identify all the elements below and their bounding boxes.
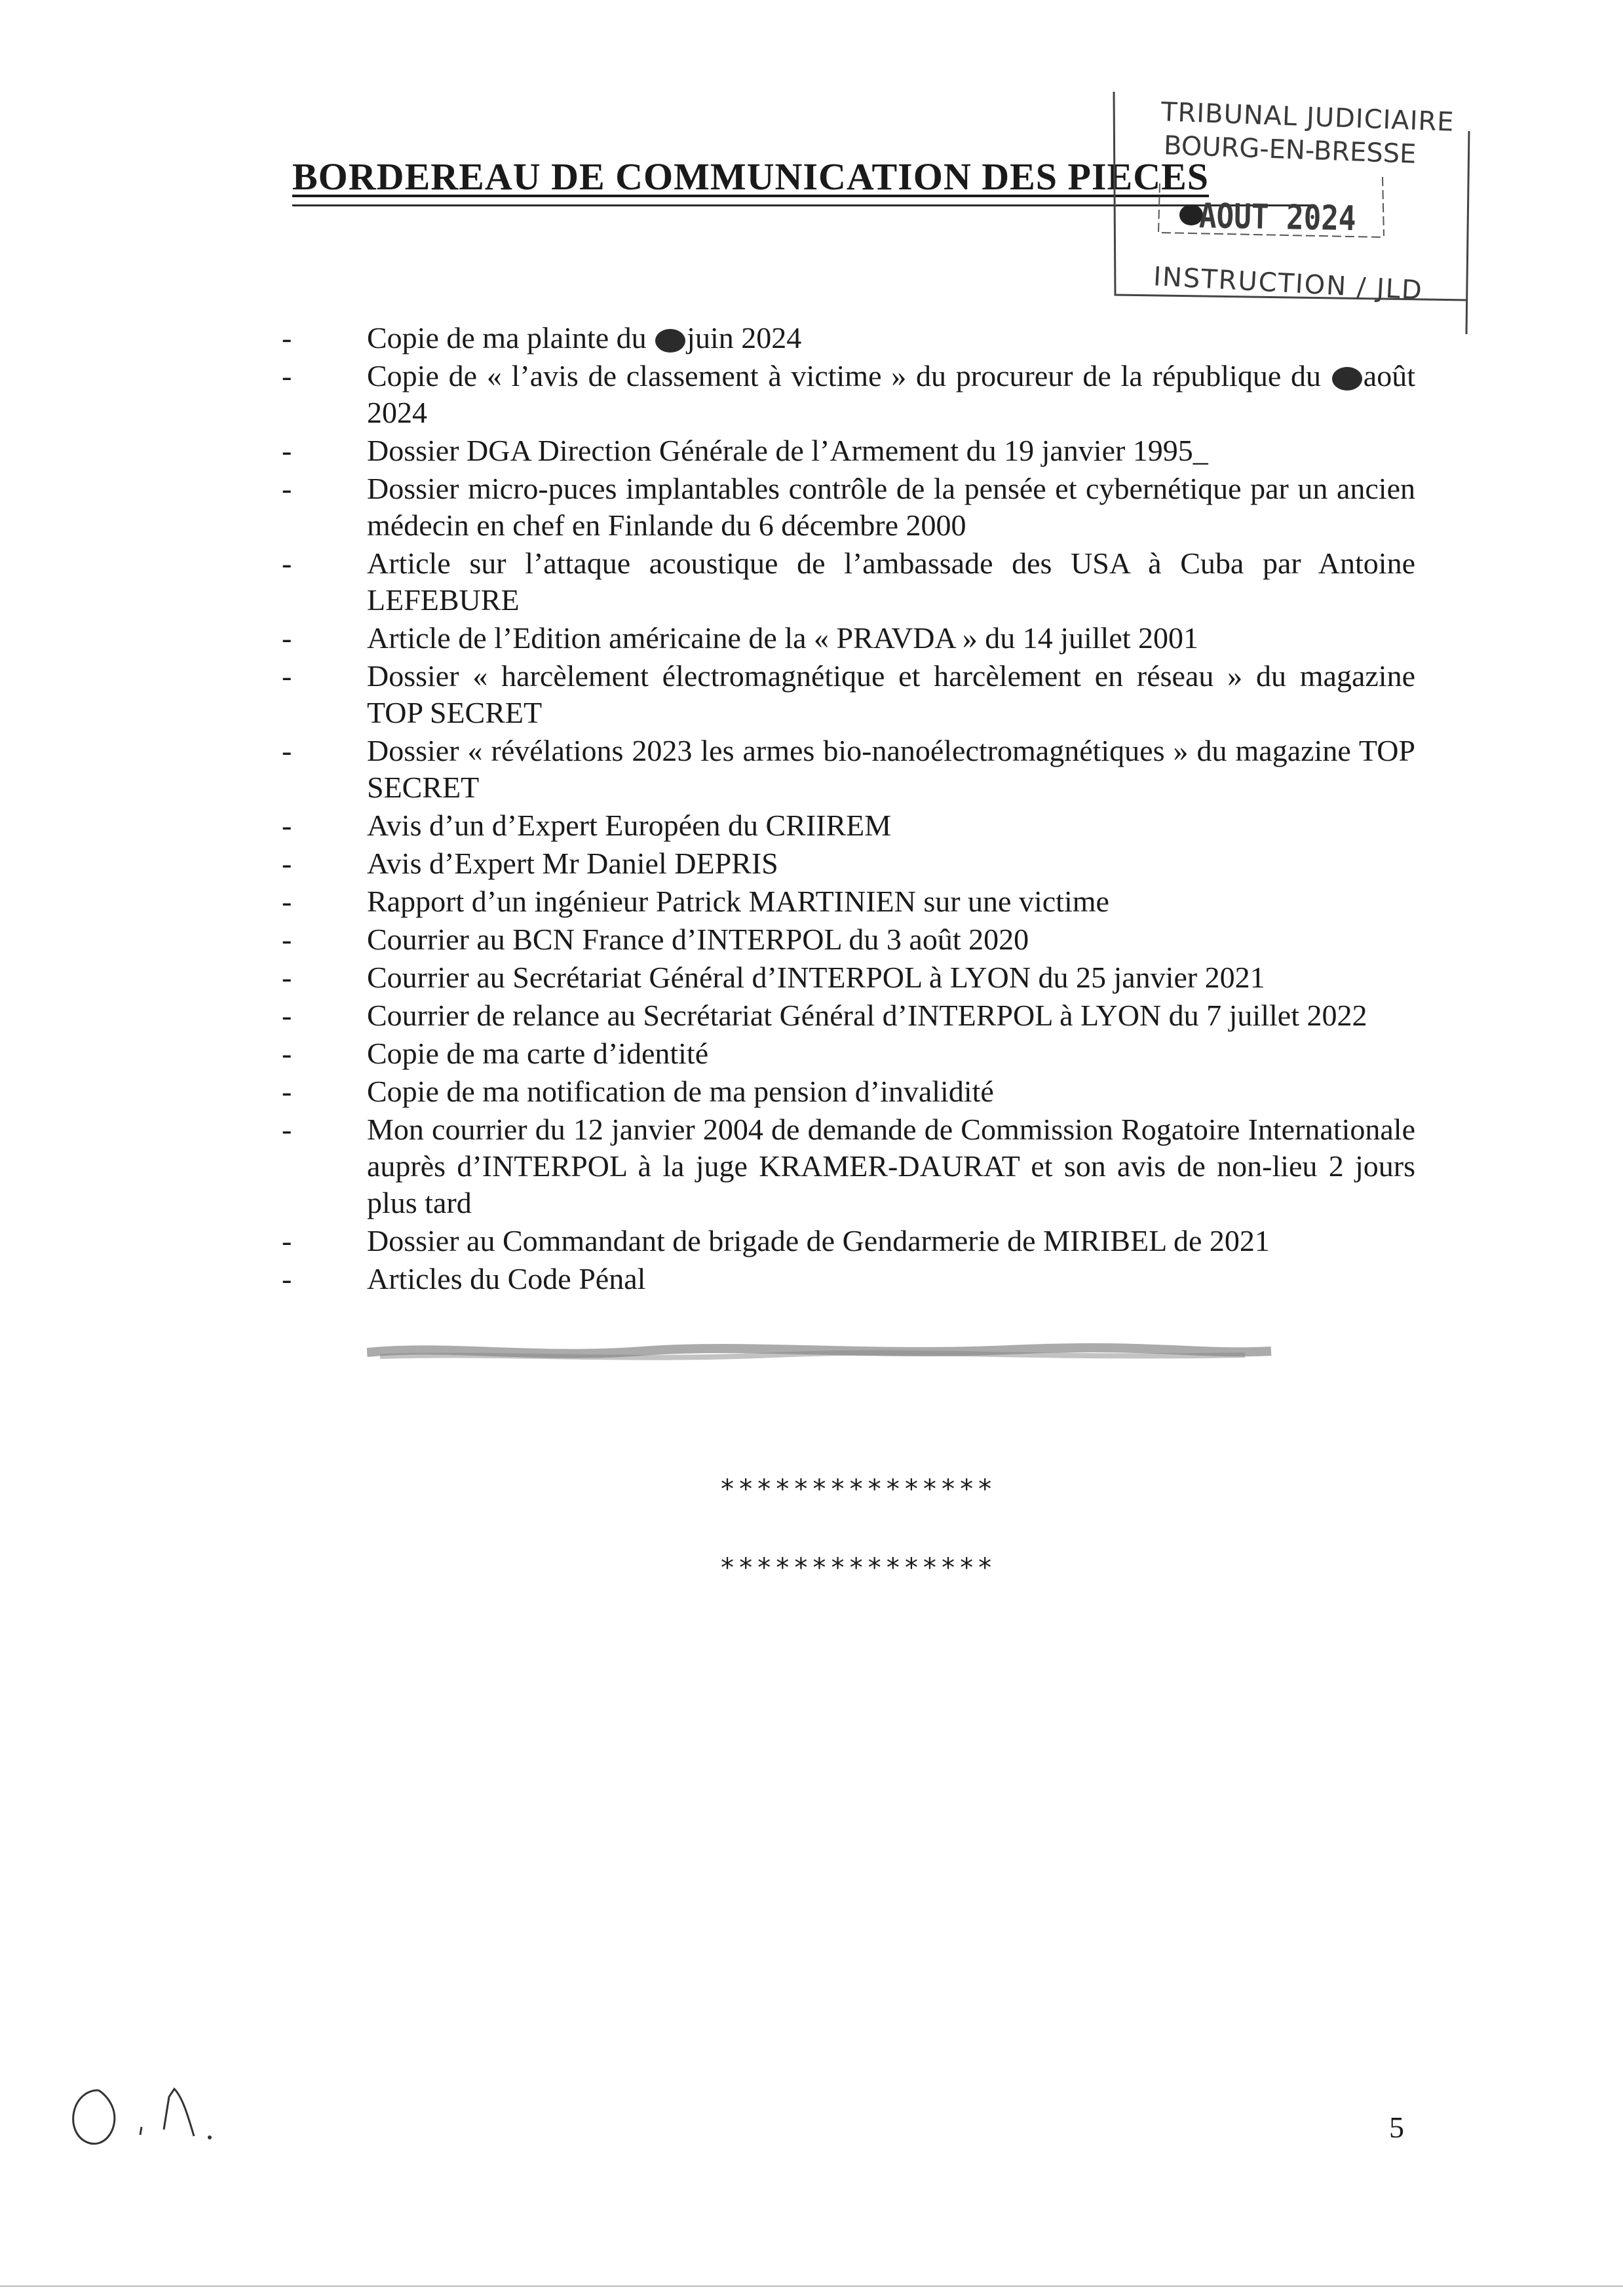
page-number: 5 — [1389, 2111, 1404, 2144]
list-item — [282, 658, 1415, 731]
list-item-text: Dossier « révélations 2023 les armes bio-nanoélectromagnétiques » du magazine TOP SECRET — [367, 734, 1415, 804]
list-dash: - — [282, 1224, 292, 1257]
list-dash: - — [282, 1037, 292, 1070]
list-item — [282, 1073, 1415, 1110]
list-item-text: Dossier micro-puces implantables contrôle de la pensée et cybernétique par un ancien médecin en chef en Finlande du 6 décembre 2000 — [367, 472, 1415, 542]
redaction-mark — [1332, 367, 1362, 391]
redaction-mark — [655, 329, 685, 353]
list-item-text: Dossier au Commandant de brigade de Gendarmerie de MIRIBEL de 2021 — [367, 1224, 1270, 1257]
list-dash: - — [282, 734, 292, 767]
list-item-text: Rapport d’un ingénieur Patrick MARTINIEN sur une victime — [367, 885, 1109, 918]
list-item — [282, 1035, 1415, 1072]
list-dash: - — [282, 1262, 292, 1295]
list-item — [282, 545, 1415, 619]
list-item — [282, 807, 1415, 844]
list-item — [282, 997, 1415, 1034]
list-item-text: Mon courrier du 12 janvier 2004 de demande de Commission Rogatoire Internationale auprès d’INTERPOL à la juge KRAMER-DAURAT et son avis de non-lieu 2 jours plus tard — [367, 1113, 1415, 1219]
list-item — [282, 1111, 1415, 1221]
list-item-text-before: Copie de « l’avis de classement à victime » du procureur de la république du — [367, 359, 1331, 392]
list-dash: - — [282, 847, 292, 880]
list-item-text: Courrier au BCN France d’INTERPOL du 3 août 2020 — [367, 923, 1029, 956]
list-item — [282, 320, 1415, 356]
list-item-text: Courrier au Secrétariat Général d’INTERPOL à LYON du 25 janvier 2021 — [367, 961, 1265, 994]
list-dash: - — [282, 546, 292, 580]
list-item — [282, 620, 1415, 657]
list-item-text-after: août 2024 — [367, 359, 1415, 429]
list-item-text: Avis d’un d’Expert Européen du CRIIREM — [367, 809, 892, 842]
list-item-text: Dossier « harcèlement électromagnétique et harcèlement en réseau » du magazine TOP SECRET — [367, 659, 1415, 729]
list-item-text-after: juin 2024 — [687, 321, 802, 354]
list-item-text: Copie de ma carte d’identité — [367, 1037, 709, 1070]
list-dash: - — [282, 961, 292, 994]
separator-stars: *************** — [719, 1474, 996, 1504]
list-dash: - — [282, 1075, 292, 1108]
stamp-department: INSTRUCTION / JLD — [1153, 261, 1424, 306]
court-stamp — [1088, 79, 1481, 341]
list-dash: - — [282, 1113, 292, 1146]
handwritten-signature — [59, 2064, 256, 2156]
separator-stars: *************** — [719, 1553, 996, 1583]
list-item-text: Dossier DGA Direction Générale de l’Armement du 19 janvier 1995_ — [367, 434, 1208, 467]
list-item-text: Courrier de relance au Secrétariat Général d’INTERPOL à LYON du 7 juillet 2022 — [367, 999, 1367, 1032]
list-item — [282, 1261, 1415, 1297]
list-dash: - — [282, 659, 292, 693]
list-dash: - — [282, 999, 292, 1032]
list-dash: - — [282, 923, 292, 956]
list-item-text: Copie de ma notification de ma pension d’invalidité — [367, 1075, 994, 1108]
list-dash: - — [282, 809, 292, 842]
stamp-court-city: BOURG-EN-BRESSE — [1163, 130, 1417, 170]
list-dash: - — [282, 621, 292, 655]
list-item — [282, 921, 1415, 958]
list-dash: - — [282, 434, 292, 467]
page-bottom-edge — [0, 2286, 1623, 2287]
list-dash: - — [282, 885, 292, 918]
list-item-text: Article sur l’attaque acoustique de l’ambassade des USA à Cuba par Antoine LEFEBURE — [367, 546, 1415, 617]
list-dash: - — [282, 359, 292, 392]
document-list — [282, 320, 1415, 1299]
list-item — [282, 470, 1415, 544]
list-item — [282, 883, 1415, 920]
redacted-scribble — [367, 1333, 1284, 1372]
page-title: BORDEREAU DE COMMUNICATION DES PIECES — [292, 155, 1210, 198]
list-dash: - — [282, 321, 292, 354]
list-item — [282, 1223, 1415, 1259]
list-item — [282, 358, 1415, 431]
list-item — [282, 733, 1415, 806]
list-dash: - — [282, 472, 292, 505]
list-item — [282, 432, 1415, 469]
list-item-text: Article de l’Edition américaine de la « PRAVDA » du 14 juillet 2001 — [367, 621, 1199, 655]
list-item — [282, 959, 1415, 996]
stamp-date: AOUT 2024 — [1198, 197, 1356, 239]
list-item — [282, 845, 1415, 882]
list-item-text-before: Copie de ma plainte du — [367, 321, 655, 354]
list-item-text: Avis d’Expert Mr Daniel DEPRIS — [367, 847, 778, 880]
list-item-text: Articles du Code Pénal — [367, 1262, 646, 1295]
stamp-court-name: TRIBUNAL JUDICIAIRE — [1160, 97, 1455, 138]
